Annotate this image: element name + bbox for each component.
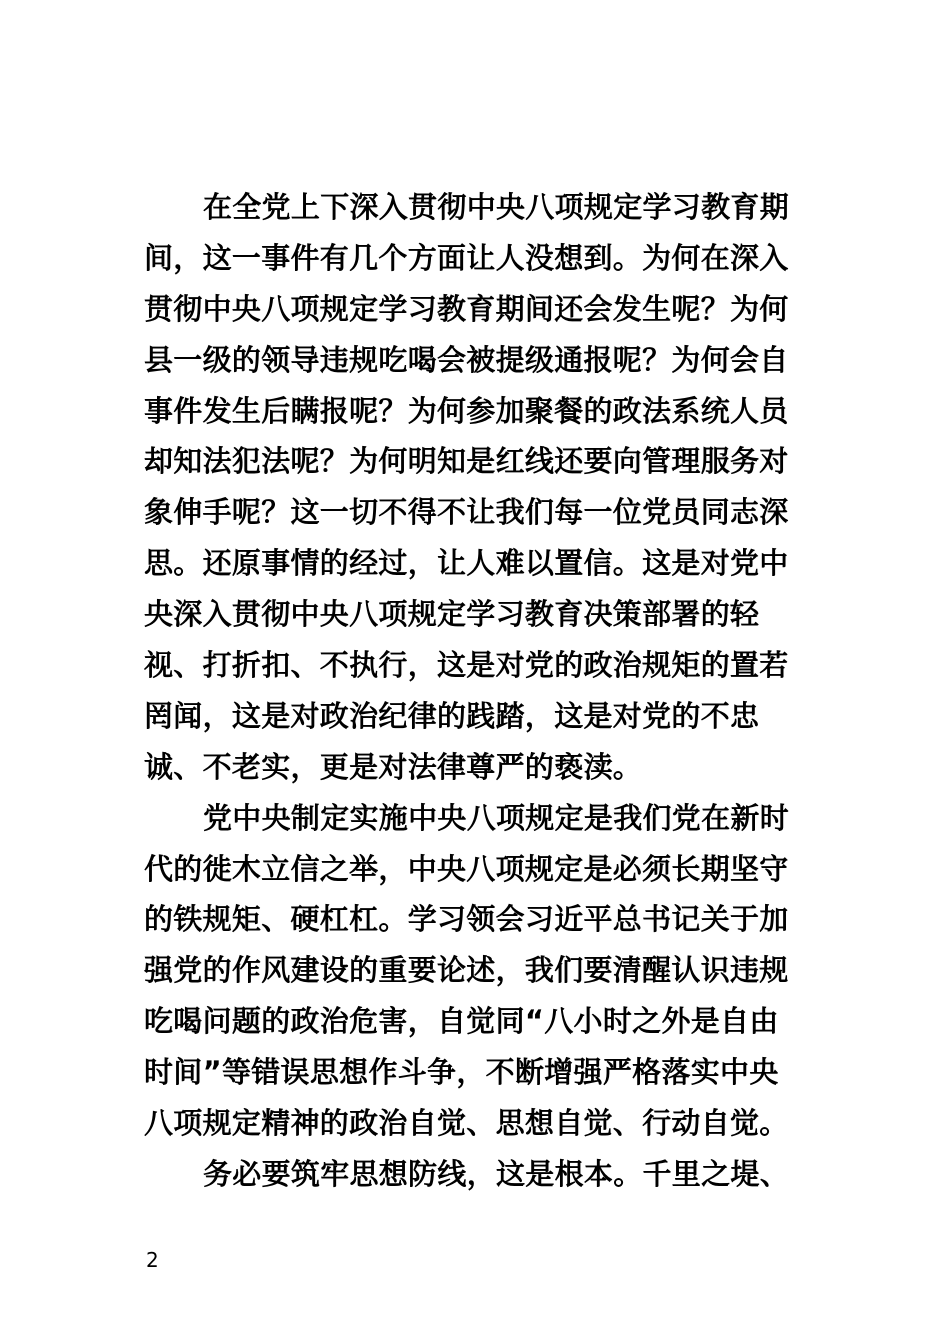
page-number: 2 xyxy=(146,1248,159,1272)
paragraph-2-line: 的铁规矩、硬杠杠。学习领会习近平总书记关于加 xyxy=(144,902,789,937)
paragraph-1-line: 在全党上下深入贯彻中央八项规定学习教育期 xyxy=(203,190,790,224)
paragraph-1-line: 诚、不老实，更是对法律尊严的亵渎。 xyxy=(144,749,643,784)
paragraph-2-line: 党中央制定实施中央八项规定是我们党在新时 xyxy=(203,800,790,835)
paragraph-1-line: 间，这一事件有几个方面让人没想到。为何在深入 xyxy=(144,240,789,275)
body-text xyxy=(144,182,810,1200)
paragraph-1-line: 事件发生后瞒报呢？为何参加聚餐的政法系统人员 xyxy=(144,393,789,428)
paragraph-2-line: 八项规定精神的政治自觉、思想自觉、行动自觉。 xyxy=(144,1106,789,1141)
paragraph-1-line: 罔闻，这是对政治纪律的践踏，这是对党的不忠 xyxy=(144,698,760,733)
paragraph-2-line: 代的徙木立信之举，中央八项规定是必须长期坚守 xyxy=(144,851,789,886)
paragraph-1-line: 思。还原事情的经过，让人难以置信。这是对党中 xyxy=(144,546,789,581)
paragraph-1-line: 视、打折扣、不执行，这是对党的政治规矩的置若 xyxy=(144,648,789,683)
paragraph-2-line: 强党的作风建设的重要论述，我们要清醒认识违规 xyxy=(144,953,789,988)
paragraph-1-line: 象伸手呢？这一切不得不让我们每一位党员同志深 xyxy=(144,495,789,530)
paragraph-3-line: 务必要筑牢思想防线，这是根本。千里之堤、 xyxy=(203,1156,790,1191)
paragraph-1-line: 却知法犯法呢？为何明知是红线还要向管理服务对 xyxy=(144,444,789,479)
paragraph-2-line: 吃喝问题的政治危害，自觉同“八小时之外是自由 xyxy=(144,1004,779,1039)
paragraph-1-line: 央深入贯彻中央八项规定学习教育决策部署的轻 xyxy=(144,597,760,632)
paragraph-1-line: 贯彻中央八项规定学习教育期间还会发生呢？为何 xyxy=(144,291,789,326)
paragraph-1-line: 县一级的领导违规吃喝会被提级通报呢？为何会自 xyxy=(144,342,789,377)
paragraph-2-line: 时间”等错误思想作斗争，不断增强严格落实中央 xyxy=(144,1055,779,1090)
